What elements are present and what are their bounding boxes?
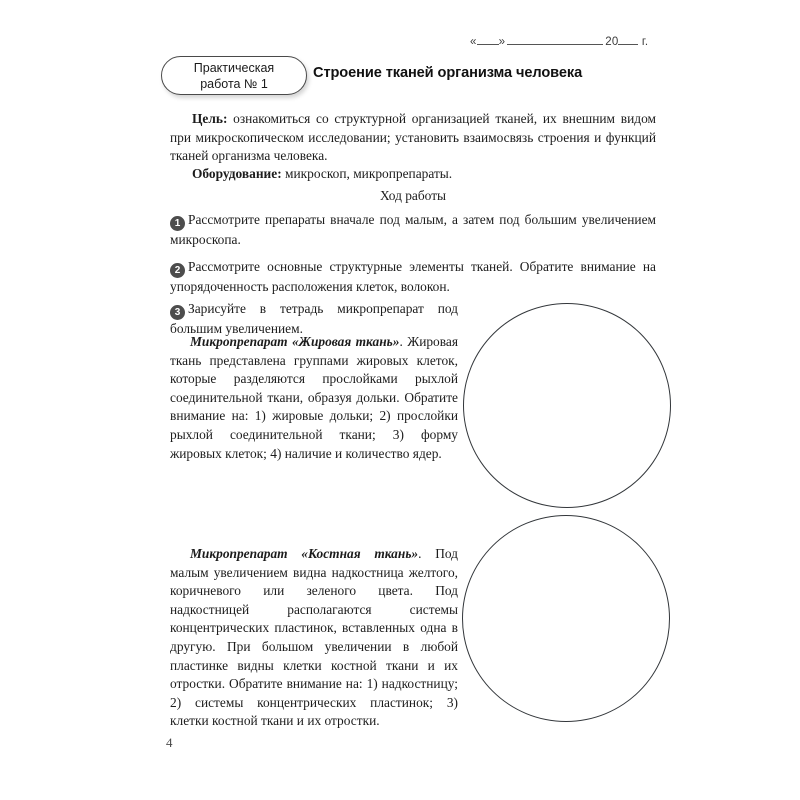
goal-text: ознакомиться со структурной организацией тканей, их внешним видом при микроскопическом исследовании; установить взаимосвязь строения и функций тканей организма человека. bbox=[170, 111, 656, 164]
step-number-marker-1: 1 bbox=[170, 216, 185, 231]
date-year-blank[interactable] bbox=[618, 44, 638, 45]
step-text-2: Рассмотрите основные структурные элементы тканей. Обратите внимание на упорядоченность расположения клеток, волокон. bbox=[170, 259, 656, 294]
badge-line-2: работа № 1 bbox=[200, 76, 268, 91]
practical-work-badge bbox=[161, 56, 307, 95]
drawing-circle-bone-tissue[interactable] bbox=[462, 515, 670, 722]
date-year-prefix: 20 bbox=[605, 36, 619, 48]
goal-label: Цель: bbox=[192, 111, 228, 126]
date-close-quote: » bbox=[498, 36, 506, 48]
step-text-3: Зарисуйте в тетрадь микропрепарат под большим увеличением. bbox=[170, 301, 458, 336]
specimen-name-bone-tissue: Микропрепарат «Костная ткань» bbox=[190, 546, 419, 561]
specimen-text-bone-tissue: . Под малым увеличением видна надкостница желтого, коричневого или зеленого цвета. Под надкостницей располагаются системы концентрических пластинок, вставленных одна в другую. При большом увеличении в любой пластинке видны клетки костной ткани и их отростки. Обратите внимание на: 1) надкостницу; 2) системы концентрических пластинок; 3) клетки костной ткани и их отростки. bbox=[170, 546, 458, 729]
date-year-suffix: г. bbox=[641, 36, 649, 48]
equipment-label: Оборудование: bbox=[192, 166, 282, 181]
equipment-paragraph bbox=[170, 165, 656, 184]
step-text-1: Рассмотрите препараты вначале под малым, а затем под большим увеличением микроскопа. bbox=[170, 212, 656, 247]
page-number: 4 bbox=[166, 735, 173, 750]
step-number-marker-2: 2 bbox=[170, 263, 185, 278]
date-month-blank[interactable] bbox=[507, 44, 603, 45]
procedure-step-1 bbox=[170, 211, 656, 250]
specimen-text-fat-tissue: . Жировая ткань представлена группами жировых клеток, которые разделяются прослойками рыхлой соединительной ткани, образуя дольки. Обратите внимание на: 1) жировые дольки; 2) прослойки рыхлой соединительной ткани; 3) форму жировых клеток; 4) наличие и количество ядер. bbox=[170, 334, 459, 461]
specimen-paragraph-bone-tissue bbox=[170, 545, 458, 731]
specimen-paragraph-fat-tissue bbox=[170, 333, 458, 463]
date-day-blank[interactable] bbox=[477, 44, 499, 45]
procedure-heading: Ход работы bbox=[379, 188, 447, 203]
badge-line-1: Практическая bbox=[193, 60, 275, 75]
date-fill-in-line bbox=[470, 36, 660, 48]
specimen-name-fat-tissue: Микропрепарат «Жировая ткань» bbox=[190, 334, 400, 349]
goal-paragraph bbox=[170, 110, 656, 166]
page-title: Строение тканей организма человека bbox=[313, 65, 583, 81]
drawing-circle-fat-tissue[interactable] bbox=[463, 303, 671, 508]
step-number-marker-3: 3 bbox=[170, 305, 185, 320]
procedure-step-2 bbox=[170, 258, 656, 297]
date-open-quote: « bbox=[470, 36, 477, 48]
equipment-text: микроскоп, микропрепараты. bbox=[281, 166, 453, 181]
